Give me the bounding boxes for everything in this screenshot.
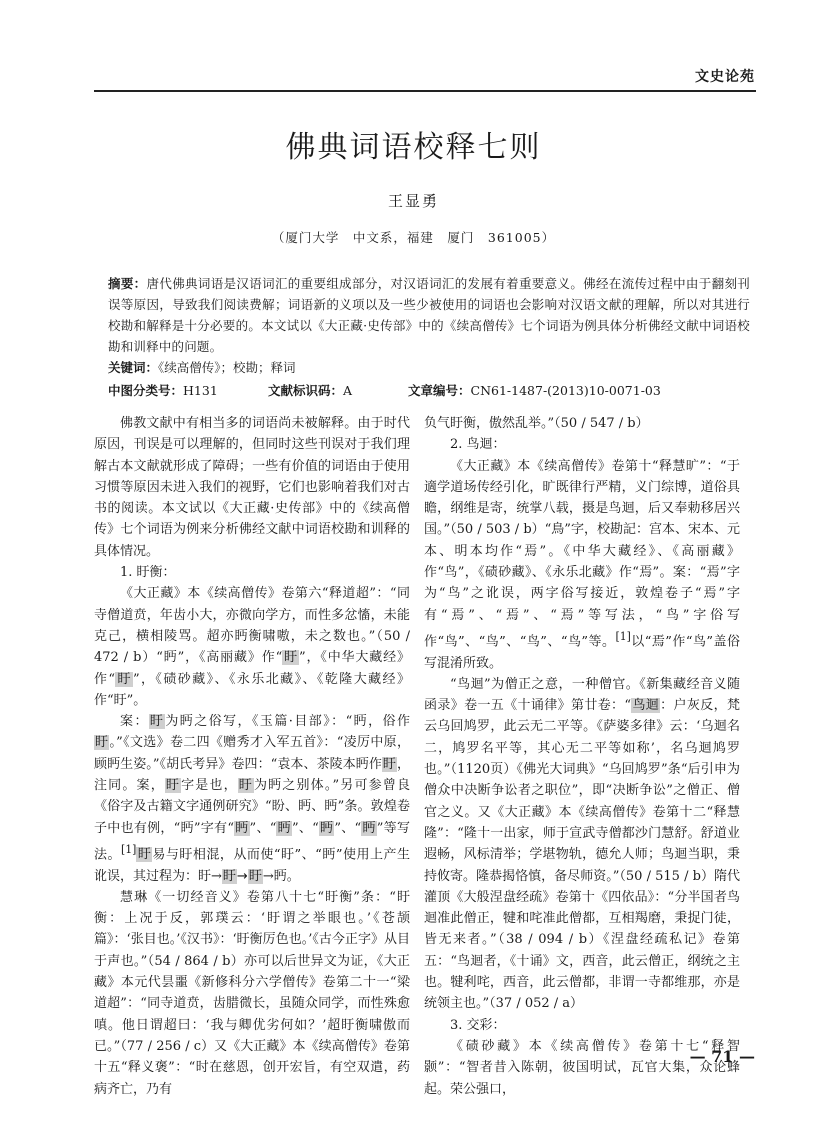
paragraph: 佛教文献中有相当多的词语尚未被解释。由于时代原因，刊误是可以理解的，但同时这些刊误对于我们理解古本文献就形成了障碍；一些有价值的词语由于使用习惯等原因未进入我们的视野，它们也影响着我们对古书的阅读。本文试以《大正藏·史传部》中的《续高僧传》七个词语为例来分析佛经文献中词语校勘和训释的具体情况。 <box>94 416 410 559</box>
paragraph <box>94 583 410 711</box>
section-header: 文史论苑 <box>695 69 755 85</box>
section-heading: 1. 盱衡： <box>120 565 176 581</box>
paragraph <box>424 456 740 674</box>
text-run: ”、“ <box>291 820 319 836</box>
text-run: ”、“ <box>249 820 277 836</box>
variant-glyph-image: 盱 <box>238 778 253 794</box>
page-number: — 71 — <box>689 1047 755 1066</box>
paragraph: 慧琳《一切经音义》卷第八十七“盱衡”条：“盱衡：上况于反，郭璞云：‘盱谓之举眼也。’《苍颉篇》：‘张目也。’《汉书》：‘盱衡厉色也。’《古今正字》从目于声也。”（54 / 864 / b）亦可以后世异文为证，《大正藏》本元代昙噩《新修科分六学僧传》卷第二十一“梁道超”：“同寺道贲，齿腊微长，虽随众同学，而性殊愈嗔。他日谓超曰：‘我与卿优劣何如？’超盱衡啸傲而已。”（77 / 256 / c）又《大正藏》本《续高僧传》卷第十五“释义褒”：“时在慈恩，创开宏旨，有空双遣，药病齐亡，乃有 <box>94 889 410 1097</box>
text-run: 。”《文选》卷二四《赠秀才入军五首》：“凌厉中原，顾眄生姿。”《胡氏考异》卷四：“袁本、茶陵本眄作 <box>94 735 410 772</box>
article-no-value: CN61-1487-(2013)10-0071-03 <box>470 383 661 398</box>
abstract-label: 摘要： <box>108 276 147 291</box>
variant-glyph-image: 盱 <box>95 735 109 751</box>
keywords-text: 《续高僧传》；校勘；释词 <box>158 360 296 375</box>
clc-code <box>108 381 218 399</box>
body-column-right <box>424 413 740 1100</box>
variant-glyph-image: 盱 <box>222 868 236 884</box>
text-run: 字是也， <box>181 778 238 794</box>
variant-glyph-image: 盱 <box>382 756 396 772</box>
text-run: 为眄之俗写，《玉篇·目部》：“眄，俗作 <box>165 714 410 730</box>
article-title: 佛典词语校释七则 <box>285 130 542 165</box>
variant-glyph-image: 盱 <box>149 714 165 730</box>
variant-glyph-image: 盱 <box>137 847 152 863</box>
paragraph: 负气盱衡，傲然乱举。”（50 / 547 / b） <box>424 416 649 431</box>
variant-glyph-image: 盱 <box>283 650 298 666</box>
text-run: ：户灰反，梵云乌回鸠罗，此云无二平等。《萨婆多律》云：‘乌迴名二，鸠罗名平等，其心无二平等如称’，名乌迴鸠罗也。”（1120页）《佛光大词典》“乌回鸠罗”条“后引申为僧众中决断争讼者之职位”，即“决断争讼”之僧正、僧官之义。又《大正藏》本《续高僧传》卷第十二“释慧隆”：“隆十一出家，师于宣武寺僧都沙门慧舒。舒道业遐畅，风标清举；学堪物轨，德允人师；鸟迴当职，秉持攸寄。隆恭揭恪慎，备尽师资。”（50 / 515 / b）隋代灌顶《大般涅盘经疏》卷第十《四依品》：“分半国者鸟迴准此僧正，犍和咤准此僧都，互相羯磨，秉捉门徒，皆无来者。”（38 / 094 / b）《涅盘经疏私记》卷第五：“鸟迴者，《十诵》文，西音，此云僧正，纲统之主也。犍利咤，西音，此云僧都，非谓一寺都维那，亦是统领主也。”（37 / 052 / a） <box>424 698 740 1012</box>
header-rule <box>94 90 756 92</box>
variant-glyph-image: 盱 <box>116 671 132 687</box>
body-column-left <box>94 413 410 1100</box>
author: 王显勇 <box>387 192 439 210</box>
text-run: ”、“ <box>334 820 362 836</box>
paragraph <box>424 674 740 1015</box>
text-run: 《大正藏》本《续高僧传》卷第十“释慧旷”：“于適学道场传经引化，旷既律行严精，义门综博，道俗具瞻，纲维是寄，统掌八载，摄是鸟迴，后又奉勅移居兴国。”（50 / 503 / b）“鳥”字，校勘記：宫本、宋本、元本、明本均作“焉”。《中华大藏经》、《高丽藏》作“鸟”，《碛砂藏》、《永乐北藏》作“焉”。案：“焉”字为“鸟”之讹误，两字俗写接近，敦煌卷子“焉”字有“焉”、“焉”、“焉”等写法，“鸟”字俗写作“鸟”、“鸟”、“鸟”、“鸟”等。 <box>424 458 740 650</box>
footnote-ref[interactable]: [1] <box>615 629 631 643</box>
text-run: ，注同。案， <box>94 756 410 794</box>
article-no-label: 文章编号： <box>408 383 471 398</box>
article-number <box>408 381 661 399</box>
text-run: 以“焉”作“鸟”盖俗写混淆所致。 <box>424 634 741 671</box>
doc-code-value: A <box>343 383 353 398</box>
text-run: →眄。 <box>262 868 300 884</box>
footnote-ref[interactable]: [1] <box>121 842 137 856</box>
keywords <box>108 358 296 376</box>
variant-glyph-image: 眄 <box>277 820 291 836</box>
affiliation: （厦门大学 中文系，福建 厦门 361005） <box>271 230 556 245</box>
abstract-text: 唐代佛典词语是汉语词汇的重要组成部分，对汉语词汇的发展有着重要意义。佛经在流传过程中由于翻刻刊误等原因，导致我们阅读费解；词语新的义项以及一些少被使用的词语也会影响对汉语文献的理解，所以对其进行校勘和解释是十分必要的。本文试以《大正藏·史传部》中的《续高僧传》七个词语为例具体分析佛经文献中词语校勘和训释中的问题。 <box>108 276 750 354</box>
text-run: ”，《中华大藏经》作“ <box>94 650 410 687</box>
variant-glyph-image: 眄 <box>319 820 334 836</box>
paragraph: 《碛砂藏》本《续高僧传》卷第十七“释智颢”：“智者昔入陈朝，彼国明试，瓦官大集，众论蜂起。荣公强口， <box>424 1038 740 1097</box>
variant-glyph-image: 盱 <box>248 868 262 884</box>
variant-glyph-image: 眄 <box>362 820 376 836</box>
section-heading: 3. 交彩： <box>450 1017 506 1033</box>
text-run: 案： <box>120 714 149 730</box>
keywords-label: 关键词： <box>108 360 159 375</box>
text-run: 易与盱相混，从而使“盱”、“眄”使用上产生讹误，其过程为：盱→ <box>94 847 410 884</box>
doc-code <box>268 381 352 399</box>
text-run: 《大正藏》本《续高僧传》卷第六“释道超”：“同寺僧道贲，年齿小大，亦微向学方，而性多忿慉，未能克己，横相陵骂。超亦眄衡啸嗷，未之数也。”（50 / 472 / b）“眄”，《高丽藏》作“ <box>94 586 410 666</box>
clc-label: 中图分类号： <box>108 383 184 398</box>
text-run: “鸟迴”为僧正之意，一种僧官。《新集藏经音义随函录》卷一五《十诵律》第廿卷：“ <box>424 676 740 714</box>
doc-code-label: 文献标识码： <box>268 383 344 398</box>
section-heading: 2. 鸟迴： <box>450 437 506 453</box>
variant-glyph-image: 眄 <box>234 820 249 836</box>
text-run: → <box>236 868 248 884</box>
text-run: ”等写法。 <box>94 820 410 863</box>
variant-glyph-image: 鸟迴 <box>632 698 660 714</box>
clc-value: H131 <box>183 383 218 398</box>
variant-glyph-image: 盱 <box>165 778 181 794</box>
paragraph <box>94 711 410 887</box>
text-run: ”，《碛砂藏》、《永乐北藏》、《乾隆大藏经》作“盱”。 <box>94 671 410 708</box>
abstract <box>108 273 750 357</box>
text-run: 为眄之别体。”另可参曾良《俗字及古籍文字通例研究》“盼、眄、眄”条。敦煌卷子中也有例，“眄”字有“ <box>94 778 410 836</box>
